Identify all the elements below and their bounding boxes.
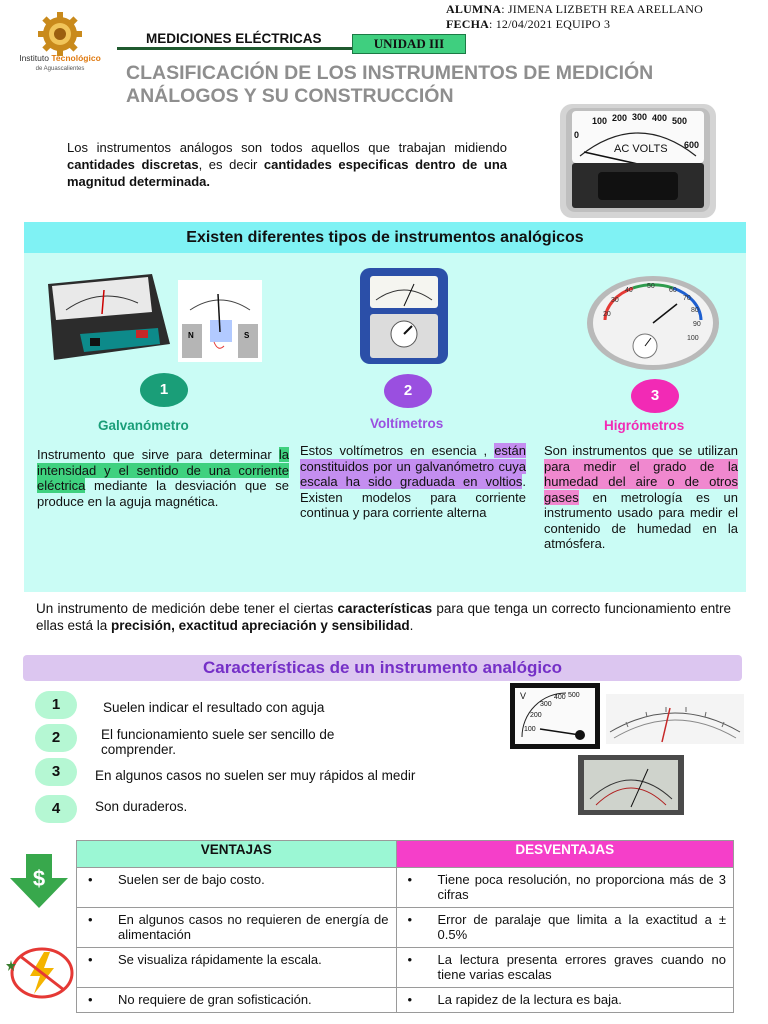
table-row: [77, 948, 734, 988]
bullet: •: [407, 992, 413, 1007]
char-text-2: para que tenga un correcto funcionamiento entre ellas está la: [36, 601, 731, 633]
meter-500: 500: [568, 692, 580, 699]
voltmeter-image: [356, 264, 452, 368]
hygro-90: 90: [693, 321, 701, 328]
advantage-text: Suelen ser de bajo costo.: [118, 872, 265, 887]
advantage-text: No requiere de gran sofisticación.: [118, 992, 312, 1007]
multimeter-scale-image: [578, 755, 684, 815]
feature-number-4: 4: [35, 795, 77, 823]
feature-number-1: 1: [35, 691, 77, 719]
meter-300: 300: [540, 701, 552, 708]
characteristics-paragraph: [36, 601, 731, 634]
feature-text-1: Suelen indicar el resultado con aguja: [103, 700, 325, 715]
instrument-types-heading: Existen diferentes tipos de instrumentos analógicos: [24, 222, 746, 253]
char-bold-2: precisión, exactitud apreciación y sensibilidad: [111, 617, 410, 633]
disadvantage-text: Error de paralaje que limita a la exactitud a ± 0.5%: [437, 912, 726, 942]
char-bold-1: características: [337, 601, 433, 616]
header-underline: [117, 47, 357, 50]
ac-volts-meter-image: [558, 102, 718, 220]
hero-scale-500: 500: [672, 116, 688, 126]
scale-closeup-image: [606, 694, 744, 744]
instrument-number-3: 3: [631, 379, 679, 413]
disadvantages-header: DESVENTAJAS: [396, 841, 733, 868]
instrument-name-voltmeter: Voltímetros: [370, 416, 444, 431]
title-line-1: CLASIFICACIÓN DE LOS INSTRUMENTOS DE MEDICIÓN: [126, 62, 654, 84]
dollar-symbol: $: [32, 866, 46, 891]
galv-label-n: N: [188, 331, 194, 340]
instrument-desc-voltmeter: [300, 443, 526, 521]
hero-scale-600: 600: [684, 140, 700, 150]
title-line-2: ANÁLOGOS Y SU CONSTRUCCIÓN: [126, 85, 454, 107]
table-row: [77, 988, 734, 1013]
date-value: : 12/04/2021 EQUIPO 3: [489, 17, 611, 31]
table-row: [77, 908, 734, 948]
magnetic-needle-image: [178, 280, 262, 362]
instrument-name-galvanometer: Galvanómetro: [98, 418, 189, 433]
galvanometer-image: [40, 270, 178, 366]
hygro-80: 80: [691, 307, 699, 314]
hero-scale-400: 400: [652, 113, 668, 123]
char-text-3: .: [409, 617, 414, 633]
disadvantage-text: Tiene poca resolución, no proporciona más de 3 cifras: [437, 872, 726, 902]
school-logo: [8, 12, 112, 74]
bullet: •: [88, 992, 93, 1007]
bullet: •: [88, 952, 93, 967]
instrument-number-1: 1: [140, 373, 188, 407]
panel-voltmeter-image: [510, 683, 600, 749]
disadvantage-text: La lectura presenta errores graves cuando no tiene varias escalas: [437, 952, 726, 982]
feature-text-2: El funcionamiento suele ser sencillo de comprender.: [101, 727, 335, 757]
bullet: •: [407, 912, 413, 927]
advantage-text: Se visualiza rápidamente la escala.: [118, 952, 322, 967]
intro-text-2: , es decir: [198, 157, 264, 172]
bullet: •: [407, 872, 413, 887]
logo-text-3: de Aguascalientes: [35, 66, 85, 72]
intro-paragraph: [67, 139, 507, 190]
bullet: •: [407, 952, 413, 967]
bullet: •: [88, 872, 93, 887]
bullet: •: [88, 912, 93, 927]
date-label: FECHA: [446, 17, 489, 31]
hygro-50: 50: [647, 283, 655, 290]
advantages-header: VENTAJAS: [77, 841, 397, 868]
dollar-arrow-icon: [8, 854, 70, 910]
volt-desc-a: Estos voltímetros en esencia ,: [300, 443, 495, 458]
unit-badge: UNIDAD III: [352, 34, 466, 54]
feature-number-3: 3: [35, 758, 77, 786]
intro-bold-1: cantidades discretas: [67, 157, 199, 172]
student-name: : JIMENA LIZBETH REA ARELLANO: [501, 2, 703, 16]
volt-desc-b: . Existen modelos para corriente continua y para corriente alterna: [300, 474, 526, 520]
volt-desc-highlight: están constituidos por un galvanómetro cuya escala ha sido graduada en voltios: [300, 443, 526, 489]
advantage-text: En algunos casos no requieren de energía de alimentación: [118, 912, 389, 942]
subject-title: MEDICIONES ELÉCTRICAS: [146, 31, 322, 46]
hygro-20: 20: [603, 311, 611, 318]
student-info: [446, 2, 703, 32]
meter-400: 400: [554, 694, 566, 701]
galv-desc-highlight: la intensidad y el sentido de una corriente eléctrica: [37, 447, 289, 493]
table-row: [77, 868, 734, 908]
meter-v-label: V: [520, 691, 527, 701]
hero-scale-200: 200: [612, 113, 628, 123]
feature-text-4: Son duraderos.: [95, 799, 188, 814]
hygro-40: 40: [625, 287, 633, 294]
galv-label-s: S: [244, 331, 250, 340]
instrument-desc-galvanometer: [37, 447, 289, 509]
hygro-desc-a: Son instrumentos que se utilizan: [544, 443, 738, 458]
intro-text-1: Los instrumentos análogos son todos aquellos que trabajan midiendo: [67, 140, 507, 155]
char-text-1: Un instrumento de medición debe tener el ciertas: [36, 601, 338, 616]
student-label: ALUMNA: [446, 2, 502, 16]
instrument-desc-hygrometer: [544, 443, 738, 552]
hero-scale-100: 100: [592, 116, 608, 126]
hygro-60: 60: [669, 287, 677, 294]
hygro-30: 30: [611, 297, 619, 304]
hero-scale-300: 300: [632, 112, 648, 122]
hero-scale-0: 0: [574, 130, 580, 140]
hygro-desc-highlight: para medir el grado de la humedad del aire o de otros gases: [544, 458, 738, 505]
logo-text-2: Tecnológico: [51, 53, 101, 63]
logo-text-1: Instituto: [19, 53, 52, 63]
feature-text-3: En algunos casos no suelen ser muy rápidos al medir: [95, 768, 416, 783]
no-power-icon: [4, 946, 76, 1000]
meter-200: 200: [530, 712, 542, 719]
instrument-number-2: 2: [384, 374, 432, 408]
intro-bold-2: cantidades especificas dentro de una magnitud determinada.: [67, 157, 507, 189]
feature-number-2: 2: [35, 724, 77, 752]
hygrometer-image: [585, 274, 721, 372]
galv-desc-a: Instrumento que sirve para determinar: [37, 447, 279, 462]
meter-100: 100: [524, 726, 536, 733]
hygro-desc-b: en metrología es un instrumento usado para medir el contenido de humedad en la atmósfera.: [544, 489, 738, 551]
characteristics-heading: Características de un instrumento analógico: [23, 655, 742, 681]
advantages-disadvantages-table: [76, 840, 734, 1013]
hygro-70: 70: [683, 295, 691, 302]
disadvantage-text: La rapidez de la lectura es baja.: [437, 992, 622, 1007]
galv-desc-b: mediante la desviación que se produce en la aguja magnética.: [37, 478, 289, 509]
hygro-100: 100: [687, 335, 699, 342]
instrument-name-hygrometer: Higrómetros: [604, 418, 685, 433]
hero-meter-label: AC VOLTS: [614, 143, 668, 155]
